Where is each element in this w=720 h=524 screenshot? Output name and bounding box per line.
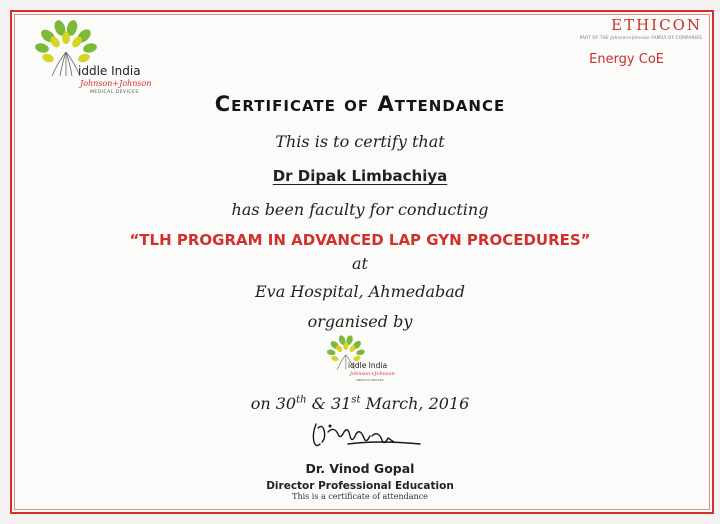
date-suffix-1: th xyxy=(296,394,307,406)
ethicon-name: ETHICON xyxy=(611,16,702,34)
recipient-line xyxy=(0,166,720,185)
certificate-title: Certificate of Attendance xyxy=(214,92,506,116)
date-month-year: March, 2016 xyxy=(360,394,470,413)
signatory-name: Dr. Vinod Gopal xyxy=(305,461,415,476)
event-date xyxy=(0,394,720,413)
ethicon-tagline: PART OF THE Johnson+Johnson FAMILY OF COMPANIES xyxy=(579,35,702,40)
ethicon-logo xyxy=(522,16,702,67)
logo-division: MEDICAL DEVICES xyxy=(356,378,384,382)
signature xyxy=(308,418,428,458)
role-text: has been faculty for conducting xyxy=(231,200,489,219)
date-prefix: on 30 xyxy=(250,394,297,413)
recipient-name: Dr Dipak Limbachiya xyxy=(272,167,448,185)
energy-coe-label: Energy CoE xyxy=(589,52,664,67)
logo-company-name: Johnson+Johnson xyxy=(80,79,152,88)
signatory-title: Director Professional Education xyxy=(266,480,454,492)
venue-text: Eva Hospital, Ahmedabad xyxy=(254,282,466,301)
footer-note: This is a certificate of attendance xyxy=(292,492,428,501)
logo-brand-name: iddle India xyxy=(78,64,141,78)
date-suffix-2: st xyxy=(351,394,361,406)
organised-by-text: organised by xyxy=(307,312,413,331)
at-text: at xyxy=(352,254,368,273)
logo-division: MEDICAL DEVICES xyxy=(90,90,139,95)
program-name: “TLH PROGRAM IN ADVANCED LAP GYN PROCEDURES” xyxy=(129,231,591,249)
organiser-logo xyxy=(322,334,402,384)
date-mid: & 31 xyxy=(306,394,352,413)
signature-icon xyxy=(308,418,428,458)
logo-brand-name: iddle India xyxy=(348,361,388,370)
intro-text: This is to certify that xyxy=(275,132,445,151)
logo-company-name: Johnson+Johnson xyxy=(350,371,395,377)
signatory-title-line xyxy=(0,474,720,493)
middle-india-logo xyxy=(28,18,168,98)
